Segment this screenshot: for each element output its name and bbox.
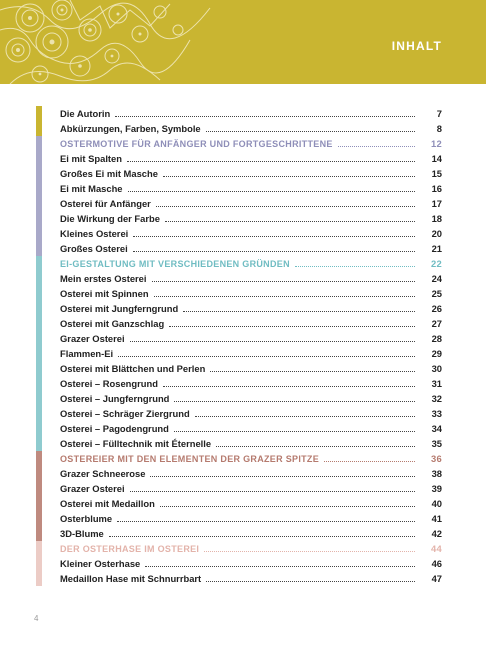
section-color-bar [36, 226, 42, 241]
toc-title: Osterei mit Blättchen und Perlen [60, 363, 206, 374]
toc-section-heading [36, 451, 442, 466]
toc-entry [36, 211, 442, 226]
dot-leader [150, 468, 415, 477]
toc-entry [36, 166, 442, 181]
toc-page-number: 29 [431, 348, 442, 359]
toc-entry [36, 571, 442, 586]
toc-line [60, 451, 442, 466]
dot-leader [130, 333, 415, 342]
section-color-bar [36, 256, 42, 271]
toc-line [60, 466, 442, 481]
dot-leader [133, 228, 415, 237]
toc-page-number: 16 [431, 183, 442, 194]
toc-line [60, 256, 442, 271]
toc-title: Osterei – Jungferngrund [60, 393, 170, 404]
header-title: INHALT [391, 39, 442, 53]
section-color-bar [36, 361, 42, 376]
section-color-bar [36, 571, 42, 586]
toc-page-number: 27 [431, 318, 442, 329]
section-color-bar [36, 376, 42, 391]
toc-line [60, 556, 442, 571]
toc-title: Großes Osterei [60, 243, 128, 254]
section-color-bar [36, 286, 42, 301]
dot-leader [183, 303, 415, 312]
toc-line [60, 316, 442, 331]
toc-page-number: 40 [431, 498, 442, 509]
dot-leader [128, 183, 415, 192]
toc-line [60, 391, 442, 406]
section-color-bar [36, 151, 42, 166]
toc-page-number: 14 [431, 153, 442, 164]
toc-page-number: 46 [431, 558, 442, 569]
dot-leader [174, 393, 415, 402]
toc-page-number: 44 [430, 543, 442, 554]
dot-leader [152, 273, 416, 282]
toc-title: Osterei für Anfänger [60, 198, 151, 209]
dot-leader [195, 408, 415, 417]
dot-leader [324, 453, 415, 462]
dot-leader [206, 123, 415, 132]
toc-entry [36, 466, 442, 481]
toc-page-number: 24 [431, 273, 442, 284]
dot-leader [206, 573, 415, 582]
toc-entry [36, 376, 442, 391]
toc-title: Kleiner Osterhase [60, 558, 141, 569]
dot-leader [338, 138, 415, 147]
section-color-bar [36, 406, 42, 421]
toc-title: DER OSTERHASE IM OSTEREI [60, 543, 200, 554]
toc-section-heading [36, 541, 442, 556]
toc-entry [36, 556, 442, 571]
toc-line [60, 541, 442, 556]
toc-title: Grazer Schneerose [60, 468, 146, 479]
section-color-bar [36, 331, 42, 346]
toc-title: Osterblume [60, 513, 113, 524]
section-color-bar [36, 181, 42, 196]
toc-line [60, 376, 442, 391]
page-number: 4 [34, 614, 39, 623]
toc-page-number: 38 [431, 468, 442, 479]
header-banner [0, 0, 486, 84]
dot-leader [130, 483, 415, 492]
section-color-bar [36, 121, 42, 136]
toc-line [60, 571, 442, 586]
section-color-bar [36, 136, 42, 151]
section-color-bar [36, 421, 42, 436]
toc-line [60, 331, 442, 346]
toc-page-number: 18 [431, 213, 442, 224]
toc-title: Abkürzungen, Farben, Symbole [60, 123, 201, 134]
dot-leader [295, 258, 415, 267]
dot-leader [165, 213, 415, 222]
toc-entry [36, 241, 442, 256]
toc-title: OSTEREIER MIT DEN ELEMENTEN DER GRAZER SPITZE [60, 453, 320, 464]
toc-page-number: 15 [431, 168, 442, 179]
toc-page-number: 20 [431, 228, 442, 239]
toc-entry [36, 106, 442, 121]
toc-page-number: 39 [431, 483, 442, 494]
dot-leader [115, 108, 415, 117]
toc-title: Großes Ei mit Masche [60, 168, 158, 179]
toc-page-number: 22 [430, 258, 442, 269]
toc-entry [36, 121, 442, 136]
toc-line [60, 106, 442, 121]
section-color-bar [36, 511, 42, 526]
toc-page-number: 25 [431, 288, 442, 299]
dot-leader [117, 513, 415, 522]
toc-title: 3D-Blume [60, 528, 104, 539]
dot-leader [163, 168, 415, 177]
toc-line [60, 226, 442, 241]
toc-line [60, 166, 442, 181]
dot-leader [160, 498, 415, 507]
toc-line [60, 421, 442, 436]
dot-leader [145, 558, 415, 567]
toc-entry [36, 196, 442, 211]
dot-leader [210, 363, 415, 372]
toc-title: Osterei – Pagodengrund [60, 423, 169, 434]
toc-line [60, 136, 442, 151]
toc-entry [36, 511, 442, 526]
toc-title: Osterei – Fülltechnik mit Éternelle [60, 438, 212, 449]
dot-leader [118, 348, 415, 357]
section-color-bar [36, 301, 42, 316]
toc-line [60, 361, 442, 376]
section-color-bar [36, 496, 42, 511]
toc-line [60, 121, 442, 136]
toc-entry [36, 406, 442, 421]
dot-leader [169, 318, 415, 327]
section-color-bar [36, 466, 42, 481]
section-color-bar [36, 106, 42, 121]
toc-line [60, 151, 442, 166]
toc-page-number: 35 [431, 438, 442, 449]
toc-title: Flammen-Ei [60, 348, 114, 359]
toc-title: Ei mit Spalten [60, 153, 122, 164]
toc-title: Grazer Osterei [60, 333, 125, 344]
toc-page-number: 8 [436, 123, 442, 134]
dot-leader [156, 198, 415, 207]
toc-title: Osterei mit Medaillon [60, 498, 155, 509]
toc-line [60, 526, 442, 541]
dot-leader [109, 528, 415, 537]
toc-section-heading [36, 136, 442, 151]
toc-line [60, 286, 442, 301]
toc-line [60, 496, 442, 511]
section-color-bar [36, 526, 42, 541]
toc-title: Die Wirkung der Farbe [60, 213, 160, 224]
table-of-contents [36, 106, 442, 586]
dot-leader [154, 288, 415, 297]
toc-entry [36, 526, 442, 541]
toc-line [60, 301, 442, 316]
toc-page-number: 30 [431, 363, 442, 374]
toc-page-number: 21 [431, 243, 442, 254]
toc-page-number: 36 [430, 453, 442, 464]
section-color-bar [36, 271, 42, 286]
toc-entry [36, 346, 442, 361]
toc-line [60, 481, 442, 496]
toc-page-number: 28 [431, 333, 442, 344]
toc-title: Osterei – Rosengrund [60, 378, 158, 389]
toc-line [60, 211, 442, 226]
toc-line [60, 436, 442, 451]
toc-section-heading [36, 256, 442, 271]
section-color-bar [36, 196, 42, 211]
lace-decoration [0, 0, 220, 84]
toc-title: Osterei – Schräger Ziergrund [60, 408, 190, 419]
section-color-bar [36, 436, 42, 451]
section-color-bar [36, 166, 42, 181]
toc-page-number: 41 [431, 513, 442, 524]
toc-entry [36, 421, 442, 436]
toc-title: OSTERMOTIVE FÜR ANFÄNGER UND FORTGESCHRITTENE [60, 138, 333, 149]
toc-entry [36, 496, 442, 511]
section-color-bar [36, 211, 42, 226]
toc-entry [36, 316, 442, 331]
toc-entry [36, 361, 442, 376]
toc-page-number: 26 [431, 303, 442, 314]
toc-entry [36, 226, 442, 241]
toc-entry [36, 391, 442, 406]
toc-entry [36, 271, 442, 286]
toc-line [60, 346, 442, 361]
dot-leader [204, 543, 415, 552]
toc-line [60, 271, 442, 286]
toc-title: Grazer Osterei [60, 483, 125, 494]
toc-page-number: 47 [431, 573, 442, 584]
section-color-bar [36, 346, 42, 361]
section-color-bar [36, 391, 42, 406]
section-color-bar [36, 451, 42, 466]
dot-leader [174, 423, 415, 432]
toc-title: Osterei mit Spinnen [60, 288, 149, 299]
toc-line [60, 241, 442, 256]
section-color-bar [36, 556, 42, 571]
toc-title: Die Autorin [60, 108, 111, 119]
toc-title: Kleines Osterei [60, 228, 129, 239]
section-color-bar [36, 316, 42, 331]
toc-title: Osterei mit Ganzschlag [60, 318, 165, 329]
toc-page-number: 32 [431, 393, 442, 404]
toc-title: Osterei mit Jungferngrund [60, 303, 179, 314]
toc-title: Ei mit Masche [60, 183, 123, 194]
section-color-bar [36, 481, 42, 496]
toc-entry [36, 151, 442, 166]
toc-line [60, 511, 442, 526]
toc-page-number: 42 [431, 528, 442, 539]
toc-page-number: 33 [431, 408, 442, 419]
toc-entry [36, 481, 442, 496]
toc-title: Medaillon Hase mit Schnurrbart [60, 573, 202, 584]
toc-line [60, 181, 442, 196]
toc-page-number: 31 [431, 378, 442, 389]
dot-leader [127, 153, 415, 162]
section-color-bar [36, 541, 42, 556]
toc-line [60, 406, 442, 421]
toc-page-number: 34 [431, 423, 442, 434]
toc-entry [36, 436, 442, 451]
section-color-bar [36, 241, 42, 256]
dot-leader [216, 438, 415, 447]
toc-entry [36, 181, 442, 196]
toc-entry [36, 286, 442, 301]
toc-title: EI-GESTALTUNG MIT VERSCHIEDENEN GRÜNDEN [60, 258, 290, 269]
toc-title: Mein erstes Osterei [60, 273, 147, 284]
toc-line [60, 196, 442, 211]
toc-entry [36, 331, 442, 346]
dot-leader [133, 243, 415, 252]
dot-leader [163, 378, 415, 387]
toc-page-number: 17 [431, 198, 442, 209]
toc-page-number: 7 [436, 108, 442, 119]
toc-entry [36, 301, 442, 316]
toc-page-number: 12 [430, 138, 442, 149]
